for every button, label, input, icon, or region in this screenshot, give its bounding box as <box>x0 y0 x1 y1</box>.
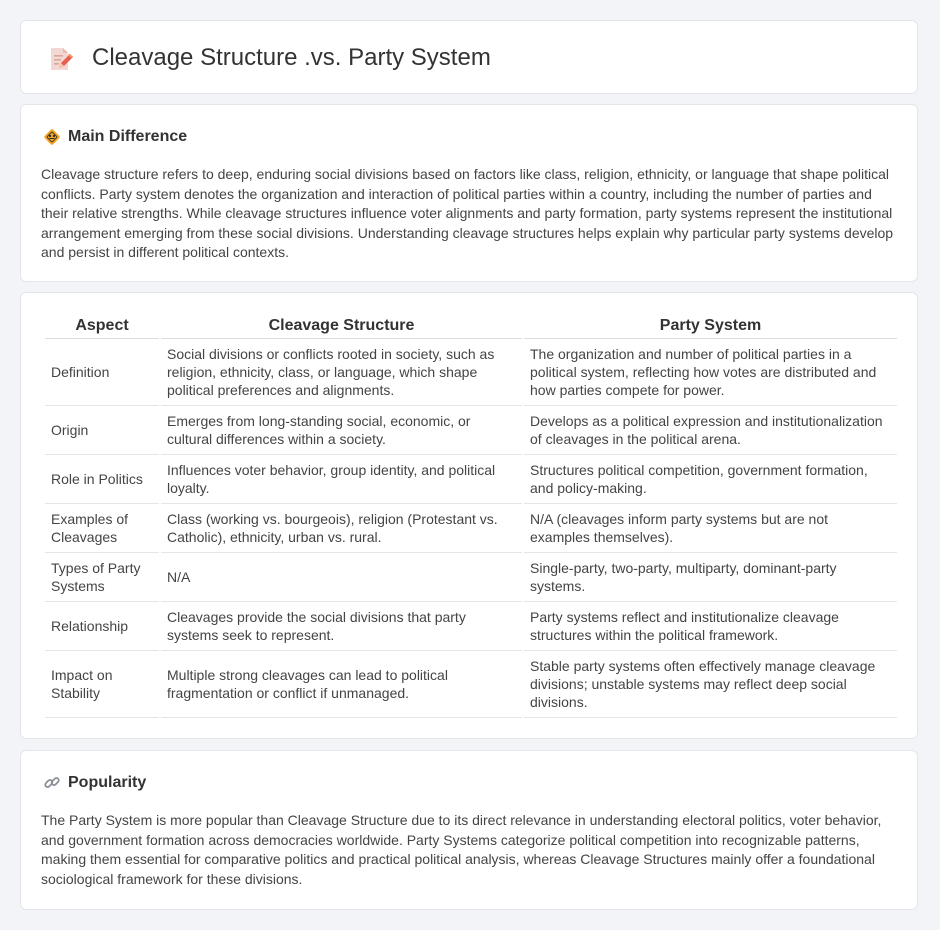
page-title: Cleavage Structure .vs. Party System <box>92 44 491 71</box>
document-pencil-icon <box>47 46 73 72</box>
party-cell: Party systems reflect and institutionalize cleavage structures within the political framework. <box>524 602 897 651</box>
diamond-sign-icon <box>43 128 61 146</box>
table-row <box>45 602 897 651</box>
cleavage-cell: Social divisions or conflicts rooted in society, such as religion, ethnicity, class, or language, which shape political preferences and alignments. <box>161 339 522 406</box>
aspect-cell: Impact on Stability <box>45 651 159 718</box>
party-cell: Develops as a political expression and institutionalization of cleavages in the political arena. <box>524 406 897 455</box>
aspect-cell: Relationship <box>45 602 159 651</box>
comparison-table <box>43 315 899 718</box>
table-row <box>45 504 897 553</box>
party-cell: N/A (cleavages inform party systems but are not examples themselves). <box>524 504 897 553</box>
table-row <box>45 553 897 602</box>
comparison-section <box>20 292 918 739</box>
party-cell: Single-party, two-party, multiparty, dominant-party systems. <box>524 553 897 602</box>
aspect-cell: Types of Party Systems <box>45 553 159 602</box>
popularity-header <box>43 773 146 793</box>
header-aspect: Aspect <box>45 315 159 339</box>
cleavage-cell: Influences voter behavior, group identity, and political loyalty. <box>161 455 522 504</box>
header-party-system: Party System <box>524 315 897 339</box>
table-row <box>45 406 897 455</box>
popularity-heading: Popularity <box>68 774 147 791</box>
cleavage-cell: Class (working vs. bourgeois), religion (Protestant vs. Catholic), ethnicity, urban vs. rural. <box>161 504 522 553</box>
header-cleavage-structure: Cleavage Structure <box>161 315 522 339</box>
table-header-row <box>45 315 897 339</box>
cleavage-cell: N/A <box>161 553 522 602</box>
table-row <box>45 455 897 504</box>
title-card <box>20 20 918 94</box>
party-cell: Structures political competition, government formation, and policy-making. <box>524 455 897 504</box>
main-difference-section <box>20 104 918 282</box>
popularity-text: The Party System is more popular than Cleavage Structure due to its direct relevance in understanding electoral politics, voter behavior, and government formation across democracies worldwide. Party Systems categorize political competition into recognizable patterns, making them essential for comparative politics and practical political analysis, whereas Cleavage Structures mainly offer a foundational sociological framework for these divisions. <box>41 812 882 887</box>
main-difference-header <box>43 127 187 147</box>
party-cell: Stable party systems often effectively manage cleavage divisions; unstable systems may reflect deep social divisions. <box>524 651 897 718</box>
aspect-cell: Origin <box>45 406 159 455</box>
cleavage-cell: Emerges from long-standing social, economic, or cultural differences within a society. <box>161 406 522 455</box>
aspect-cell: Definition <box>45 339 159 406</box>
aspect-cell: Role in Politics <box>45 455 159 504</box>
link-icon <box>43 774 61 792</box>
table-row <box>45 339 897 406</box>
main-difference-heading: Main Difference <box>68 128 188 145</box>
cleavage-cell: Cleavages provide the social divisions that party systems seek to represent. <box>161 602 522 651</box>
cleavage-cell: Multiple strong cleavages can lead to political fragmentation or conflict if unmanaged. <box>161 651 522 718</box>
main-difference-text: Cleavage structure refers to deep, enduring social divisions based on factors like class, religion, ethnicity, or language that shape political conflicts. Party system denotes the organization and interaction of political parties within a country, including the number of parties and their relative strengths. While cleavage structures influence voter alignments and party formation, party systems represent the institutional arrangement emerging from these social divisions. Understanding cleavage structures helps explain why particular party systems develop and persist in different political contexts. <box>41 166 894 260</box>
table-row <box>45 651 897 718</box>
party-cell: The organization and number of political parties in a political system, reflecting how votes are distributed and how parties compete for power. <box>524 339 897 406</box>
popularity-section <box>20 750 918 910</box>
aspect-cell: Examples of Cleavages <box>45 504 159 553</box>
